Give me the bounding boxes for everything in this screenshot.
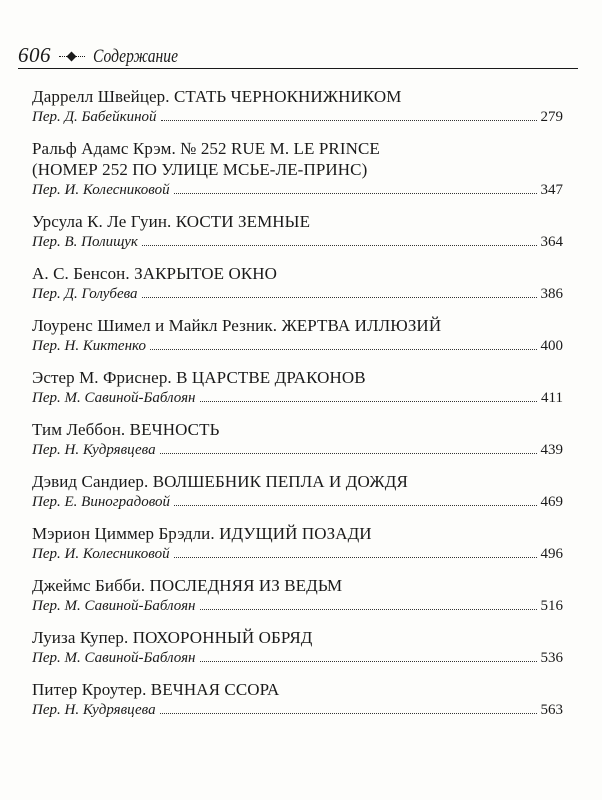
dot-leader: [160, 713, 537, 714]
toc-title-line: [32, 315, 563, 336]
toc-author: А. С. Бенсон.: [32, 264, 130, 283]
toc-translator: Пер. И. Колесниковой: [32, 182, 170, 198]
dot-leader: [200, 661, 537, 662]
toc-author: Даррелл Швейцер.: [32, 87, 170, 106]
toc-page-number: 496: [540, 546, 563, 562]
toc-story-title: ЖЕРТВА ИЛЛЮЗИЙ: [281, 316, 442, 335]
toc-translator: Пер. Н. Кудрявцева: [32, 702, 156, 718]
toc-page-number: 386: [540, 286, 563, 302]
toc-title-line: [32, 367, 563, 388]
header-rule: [18, 68, 578, 69]
toc-title-line: [32, 86, 563, 107]
toc-story-title: СТАТЬ ЧЕРНОКНИЖНИКОМ: [173, 87, 402, 106]
dot-leader: [200, 401, 538, 402]
toc-translator-line: [32, 596, 563, 616]
toc-author: Дэвид Сандиер.: [32, 472, 149, 491]
toc-entry: [32, 627, 563, 668]
toc-title-line: [32, 419, 563, 440]
toc-entry: [32, 471, 563, 512]
toc-title-line: [32, 263, 563, 284]
toc-entry: [32, 679, 563, 720]
dot-leader: [142, 245, 537, 246]
toc-story-title: ВЕЧНАЯ ССОРА: [150, 680, 280, 699]
toc-translator: Пер. Е. Виноградовой: [32, 494, 171, 510]
toc-translator-line: [32, 648, 563, 668]
toc-page-number: 563: [540, 702, 563, 718]
toc-translator-line: [32, 107, 563, 127]
toc-translator: Пер. М. Савиной-Баблоян: [32, 598, 196, 614]
dot-leader: [174, 557, 537, 558]
dot-leader: [160, 453, 537, 454]
toc-story-title: ПОХОРОННЫЙ ОБРЯД: [132, 628, 313, 647]
toc-title-line: [32, 211, 563, 232]
section-title: Содержание: [93, 46, 178, 67]
toc-translator: Пер. В. Полищук: [32, 234, 138, 250]
toc-entry: [32, 367, 563, 408]
toc-page-number: 279: [540, 109, 563, 125]
toc-story-title: № 252 RUE M. LE PRINCE: [180, 139, 380, 158]
toc-story-title-continued: (НОМЕР 252 ПО УЛИЦЕ МСЬЕ-ЛЕ-ПРИНС): [32, 160, 368, 179]
toc-title-line: [32, 471, 563, 492]
toc-translator: Пер. Д. Бабейкиной: [32, 109, 157, 125]
toc-title-line: [32, 627, 563, 648]
toc-entry: [32, 86, 563, 127]
toc-page-number: 364: [540, 234, 563, 250]
toc-author: Питер Кроутер.: [32, 680, 147, 699]
toc-translator-line: [32, 544, 563, 564]
toc-page-number: 400: [540, 338, 563, 354]
toc-story-title: ВОЛШЕБНИК ПЕПЛА И ДОЖДЯ: [152, 472, 408, 491]
toc-translator-line: [32, 492, 563, 512]
toc-translator: Пер. М. Савиной-Баблоян: [32, 650, 196, 666]
table-of-contents: [32, 86, 563, 731]
toc-translator: Пер. Н. Кудрявцева: [32, 442, 156, 458]
toc-author: Урсула К. Ле Гуин.: [32, 212, 172, 231]
toc-translator: Пер. Д. Голубева: [32, 286, 138, 302]
toc-translator: Пер. М. Савиной-Баблоян: [32, 390, 196, 406]
toc-author: Ральф Адамс Крэм.: [32, 139, 176, 158]
toc-author: Джеймс Бибби.: [32, 576, 146, 595]
toc-translator-line: [32, 284, 563, 304]
toc-title-line: [32, 575, 563, 596]
dot-leader: [142, 297, 537, 298]
toc-translator: Пер. Н. Киктенко: [32, 338, 146, 354]
running-header: [18, 36, 578, 66]
toc-translator-line: [32, 232, 563, 252]
toc-page-number: 516: [540, 598, 563, 614]
dot-leader: [150, 349, 537, 350]
toc-page-number: 469: [540, 494, 563, 510]
toc-page-number: 536: [540, 650, 563, 666]
ornament-icon: [59, 53, 85, 61]
toc-translator-line: [32, 700, 563, 720]
toc-translator: Пер. И. Колесниковой: [32, 546, 170, 562]
dot-leader: [161, 120, 537, 121]
toc-entry: [32, 138, 563, 200]
toc-author: Лоуренс Шимел и Майкл Резник.: [32, 316, 278, 335]
toc-entry: [32, 315, 563, 356]
toc-entry: [32, 211, 563, 252]
toc-page-number: 411: [541, 390, 563, 406]
toc-author: Эстер М. Фриснер.: [32, 368, 172, 387]
toc-page-number: 347: [540, 182, 563, 198]
toc-author: Тим Леббон.: [32, 420, 126, 439]
toc-translator-line: [32, 440, 563, 460]
toc-author: Мэрион Циммер Брэдли.: [32, 524, 215, 543]
toc-entry: [32, 419, 563, 460]
dot-leader: [174, 505, 536, 506]
toc-story-title: В ЦАРСТВЕ ДРАКОНОВ: [176, 368, 366, 387]
toc-title-line: [32, 138, 563, 159]
toc-page-number: 439: [540, 442, 563, 458]
toc-story-title: ЗАКРЫТОЕ ОКНО: [134, 264, 278, 283]
toc-story-title: ПОСЛЕДНЯЯ ИЗ ВЕДЬМ: [149, 576, 343, 595]
toc-translator-line: [32, 180, 563, 200]
toc-translator-line: [32, 336, 563, 356]
toc-story-title: ВЕЧНОСТЬ: [129, 420, 220, 439]
toc-entry: [32, 523, 563, 564]
toc-title-line: [32, 679, 563, 700]
dot-leader: [200, 609, 537, 610]
dot-leader: [174, 193, 537, 194]
toc-entry: [32, 575, 563, 616]
toc-entry: [32, 263, 563, 304]
toc-author: Луиза Купер.: [32, 628, 129, 647]
toc-story-title: ИДУЩИЙ ПОЗАДИ: [219, 524, 372, 543]
page-number: 606: [18, 43, 51, 67]
toc-story-title: КОСТИ ЗЕМНЫЕ: [175, 212, 311, 231]
toc-title-line: [32, 523, 563, 544]
toc-translator-line: [32, 388, 563, 408]
